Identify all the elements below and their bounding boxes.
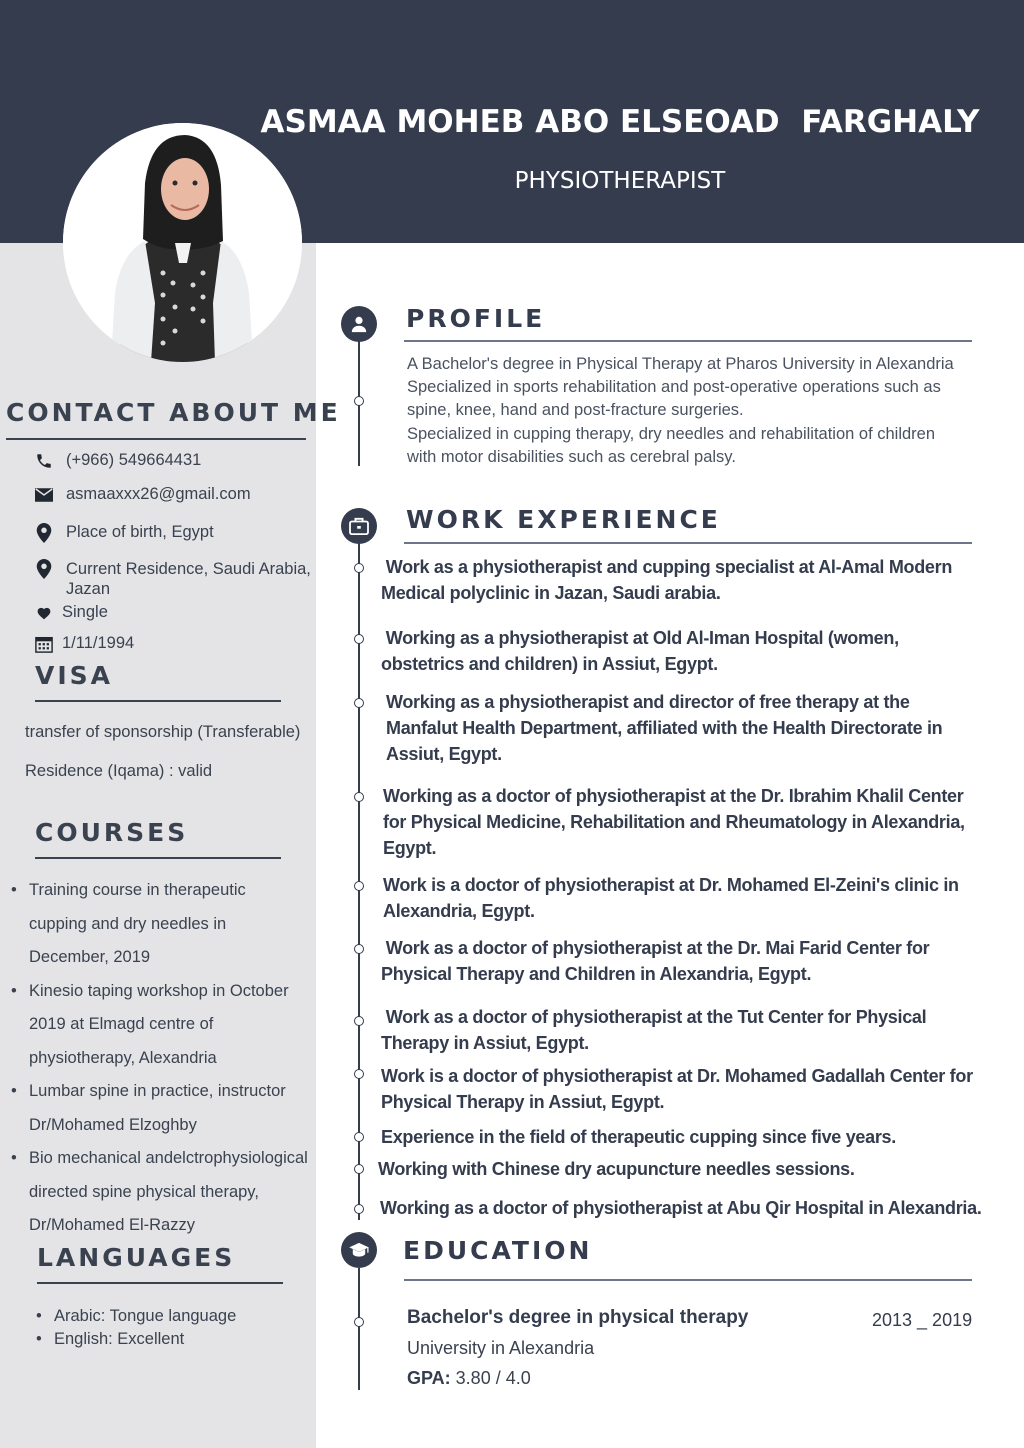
contact-residence: Current Residence, Saudi Arabia, Jazan <box>34 559 311 599</box>
timeline-dot <box>354 563 364 573</box>
work-item: Experience in the field of therapeutic cupping since five years. <box>381 1127 896 1147</box>
work-item: Work as a doctor of physiotherapist at the Dr. Mai Farid Center for Physical Therapy and Children in Alexandria, Egypt. <box>381 938 930 984</box>
candidate-name: ASMAA MOHEB ABO ELSEOAD FARGHALY <box>260 104 980 140</box>
visa-rule <box>35 700 281 702</box>
location-pin-icon <box>34 523 54 543</box>
list-item: • Kinesio taping workshop in October 2019 at Elmagd centre of physiotherapy, Alexandria <box>9 975 319 1076</box>
profile-summary: A Bachelor's degree in Physical Therapy at Pharos University in Alexandria Specialized in sports rehabilitation and post-operative operations such as spine, knee, hand and post-fracture surgeries. Specialized in cupping therapy, dry needles and rehabilitation of children with motor disabilities such as cerebral palsy. <box>407 355 954 466</box>
profile-photo <box>63 123 302 362</box>
timeline-dot <box>354 698 364 708</box>
timeline-dot <box>354 634 364 644</box>
envelope-icon <box>34 485 54 505</box>
courses-heading: COURSES <box>35 818 189 847</box>
profile-heading: PROFILE <box>406 304 546 333</box>
person-photo-icon <box>63 123 302 362</box>
work-item: Work is a doctor of physiotherapist at Dr. Mohamed El-Zeini's clinic in Alexandria, Egypt. <box>383 875 959 921</box>
work-item: Working as a doctor of physiotherapist at the Dr. Ibrahim Khalil Center for Physical Medicine, Rehabilitation and Rheumatology in Alexandria, Egypt. <box>383 786 965 858</box>
visa-transfer: transfer of sponsorship (Transferable) <box>25 723 301 741</box>
work-item: Work is a doctor of physiotherapist at Dr. Mohamed Gadallah Center for Physical Therapy in Assiut, Egypt. <box>381 1066 973 1112</box>
contact-email: asmaaxxx26@gmail.com <box>34 485 251 505</box>
phone-icon <box>34 451 54 471</box>
timeline-dot <box>354 792 364 802</box>
languages-list <box>34 1305 236 1351</box>
work-item: Working as a doctor of physiotherapist at Abu Qir Hospital in Alexandria. <box>380 1198 982 1218</box>
contact-heading: CONTACT ABOUT ME <box>6 398 341 427</box>
work-rule <box>404 542 972 544</box>
work-heading: WORK EXPERIENCE <box>406 505 721 534</box>
timeline-dot <box>354 1204 364 1214</box>
contact-dob: 1/11/1994 <box>34 634 134 654</box>
timeline-dot <box>354 1016 364 1026</box>
work-item: Working as a physiotherapist and director of free therapy at the Manfalut Health Department, affiliated with the Health Directorate in Assiut, Egypt. <box>386 692 943 764</box>
list-item: • Bio mechanical andelctrophysiological directed spine physical therapy, Dr/Mohamed El-Razzy <box>9 1142 319 1243</box>
work-item: Working as a physiotherapist at Old Al-Iman Hospital (women, obstetrics and children) in Assiut, Egypt. <box>381 628 899 674</box>
courses-rule <box>35 857 281 859</box>
work-item: Work as a doctor of physiotherapist at the Tut Center for Physical Therapy in Assiut, Egypt. <box>381 1007 927 1053</box>
heart-icon <box>34 603 54 623</box>
contact-birthplace: Place of birth, Egypt <box>34 523 214 543</box>
briefcase-icon <box>341 508 377 544</box>
timeline-education <box>358 1268 360 1390</box>
education-heading: EDUCATION <box>403 1236 593 1265</box>
contact-status: Single <box>34 603 108 623</box>
profile-rule <box>404 340 972 342</box>
timeline-dot <box>354 396 364 406</box>
education-years: 2013 _ 2019 <box>872 1310 973 1330</box>
timeline-dot <box>354 1069 364 1079</box>
list-item: • Arabic: Tongue language <box>34 1305 236 1328</box>
education-university: University in Alexandria <box>407 1338 595 1358</box>
education-degree: Bachelor's degree in physical therapy <box>407 1307 749 1328</box>
location-pin-icon <box>34 559 54 579</box>
contact-rule <box>6 438 306 440</box>
education-gpa: GPA: 3.80 / 4.0 <box>407 1368 531 1388</box>
visa-heading: VISA <box>35 661 114 690</box>
candidate-role: PHYSIOTHERAPIST <box>514 168 726 194</box>
timeline-dot <box>354 1132 364 1142</box>
list-item: • Lumbar spine in practice, instructor Dr/Mohamed Elzoghby <box>9 1075 319 1142</box>
courses-list <box>9 874 319 1243</box>
timeline-dot <box>354 1317 364 1327</box>
timeline-dot <box>354 1164 364 1174</box>
calendar-icon <box>34 634 54 654</box>
work-item: Working with Chinese dry acupuncture needles sessions. <box>378 1159 855 1179</box>
languages-rule <box>37 1282 283 1284</box>
timeline-dot <box>354 944 364 954</box>
visa-residence: Residence (Iqama) : valid <box>25 762 213 780</box>
user-icon <box>341 306 377 342</box>
work-item: Work as a physiotherapist and cupping specialist at Al-Amal Modern Medical polyclinic in Jazan, Saudi arabia. <box>381 557 953 603</box>
timeline-dot <box>354 881 364 891</box>
contact-phone: (+966) 549664431 <box>34 451 201 471</box>
graduation-cap-icon <box>341 1232 377 1268</box>
languages-heading: LANGUAGES <box>37 1243 236 1272</box>
education-rule <box>404 1279 972 1281</box>
list-item: • English: Excellent <box>34 1328 236 1351</box>
list-item: • Training course in therapeutic cupping and dry needles in December, 2019 <box>9 874 319 975</box>
